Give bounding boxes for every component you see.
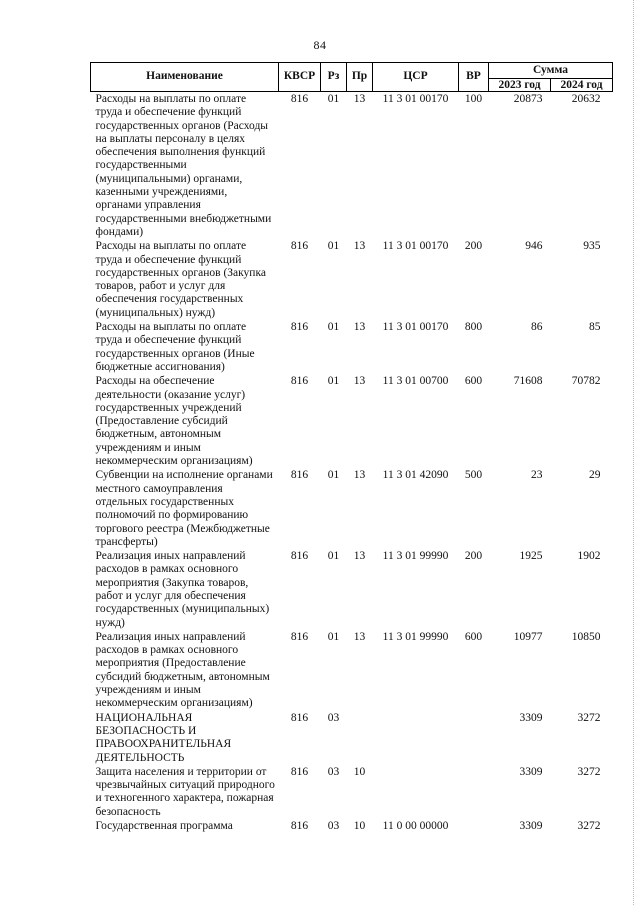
- row-pr: 13: [353, 240, 366, 253]
- row-vr: 600: [464, 630, 483, 643]
- row-csr: 11 3 01 00170: [382, 240, 449, 253]
- row-sum-2023: 71608: [513, 375, 543, 388]
- budget-table: [90, 62, 613, 833]
- row-name: Расходы на выплаты по оплате труда и обеспечение функций государственных органов (Расходы на выплаты персоналу в целях обеспечения выполнения функций государственными (муниципальными) органами, казенными учреждениями, органами управления государственными внебюджетными фондами): [95, 93, 272, 238]
- row-pr: 10: [353, 765, 366, 778]
- header-sum: Сумма: [489, 63, 613, 79]
- row-name: Субвенции на исполнение органами местного самоуправления отдельных государственных полномочий по формированию торгового реестра (Межбюджетные трансферты): [95, 469, 273, 548]
- row-name: Защита населения и территории от чрезвычайных ситуаций природного и техногенного характера, пожарная безопасность: [95, 765, 275, 818]
- row-name: Государственная программа: [95, 820, 233, 833]
- row-rz: 03: [327, 820, 340, 833]
- row-pr: 13: [353, 321, 366, 334]
- row-rz: 01: [327, 550, 340, 563]
- table-row: [91, 549, 613, 630]
- table-row: [91, 765, 613, 819]
- row-sum-2024: 3272: [577, 765, 601, 778]
- row-vr: [459, 819, 489, 833]
- table-row: [91, 711, 613, 765]
- row-csr: [373, 765, 459, 819]
- header-rz: Рз: [321, 63, 347, 92]
- row-sum-2023: 3309: [519, 765, 543, 778]
- row-kvsr: 816: [290, 765, 309, 778]
- row-csr: 11 3 01 99990: [382, 550, 449, 563]
- row-kvsr: 816: [290, 550, 309, 563]
- table-row: [91, 92, 613, 240]
- row-kvsr: 816: [290, 93, 309, 105]
- row-pr: 13: [353, 469, 366, 482]
- row-pr: 13: [353, 93, 366, 105]
- row-vr: 800: [464, 321, 483, 334]
- table-row: [91, 374, 613, 468]
- row-sum-2024: 29: [589, 469, 601, 482]
- row-rz: 01: [327, 321, 340, 334]
- row-vr: 500: [464, 469, 483, 482]
- row-rz: 01: [327, 375, 340, 388]
- row-pr: 13: [353, 375, 366, 388]
- row-name: Расходы на выплаты по оплате труда и обеспечение функций государственных органов (Иные бюджетные ассигнования): [95, 321, 255, 373]
- header-pr: Пр: [347, 63, 373, 92]
- row-sum-2024: 3272: [577, 820, 601, 833]
- table-row: [91, 819, 613, 833]
- table-row: [91, 239, 613, 320]
- row-rz: 01: [327, 630, 340, 643]
- row-rz: 01: [327, 469, 340, 482]
- row-kvsr: 816: [290, 375, 309, 388]
- row-vr: 200: [464, 550, 483, 563]
- row-csr: 11 3 01 42090: [382, 469, 449, 482]
- row-csr: 11 0 00 00000: [382, 820, 449, 833]
- row-pr: 10: [353, 820, 366, 833]
- row-sum-2024: 20632: [571, 93, 601, 105]
- row-vr: [459, 765, 489, 819]
- row-pr: 13: [353, 630, 366, 643]
- row-vr: [459, 711, 489, 765]
- row-kvsr: 816: [290, 630, 309, 643]
- row-sum-2024: 3272: [577, 711, 601, 724]
- row-sum-2023: 23: [531, 469, 543, 482]
- row-name: Расходы на выплаты по оплате труда и обеспечение функций государственных органов (Закупка товаров, работ и услуг для обеспечения государственных (муниципальных) нужд): [95, 240, 266, 319]
- table-row: [91, 630, 613, 711]
- table-row: [91, 468, 613, 549]
- table-header: [91, 63, 613, 92]
- row-name: Расходы на обеспечение деятельности (оказание услуг) государственных учреждений (Предоставление субсидий бюджетным, автономным учреждениям и иным некоммерческим организациям): [95, 375, 253, 468]
- row-sum-2024: 70782: [571, 375, 601, 388]
- row-pr: 13: [353, 550, 366, 563]
- row-sum-2023: 3309: [519, 820, 543, 833]
- row-rz: 03: [327, 711, 340, 724]
- row-sum-2023: 10977: [513, 630, 543, 643]
- row-vr: 200: [464, 240, 483, 253]
- header-kvsr: КВСР: [279, 63, 321, 92]
- row-csr: [373, 711, 459, 765]
- table-body: [91, 92, 613, 834]
- row-sum-2023: 86: [531, 321, 543, 334]
- row-csr: 11 3 01 99990: [382, 630, 449, 643]
- row-sum-2024: 1902: [577, 550, 601, 563]
- row-name: Реализация иных направлений расходов в рамках основного мероприятия (Закупка товаров, работ и услуг для обеспечения государственных (муниципальных) нужд): [95, 550, 270, 629]
- header-vr: ВР: [459, 63, 489, 92]
- header-name: Наименование: [91, 63, 279, 92]
- margin-line: [632, 0, 634, 905]
- row-csr: 11 3 01 00170: [382, 321, 449, 334]
- row-sum-2023: 20873: [513, 93, 543, 105]
- header-year-2023: 2023 год: [489, 79, 551, 92]
- row-pr: [347, 711, 373, 765]
- row-kvsr: 816: [290, 469, 309, 482]
- row-rz: 01: [327, 240, 340, 253]
- row-rz: 03: [327, 765, 340, 778]
- row-name: НАЦИОНАЛЬНАЯ БЕЗОПАСНОСТЬ И ПРАВООХРАНИТЕЛЬНАЯ ДЕЯТЕЛЬНОСТЬ: [95, 711, 232, 764]
- page-number: 84: [313, 38, 327, 52]
- header-year-2024: 2024 год: [551, 79, 613, 92]
- row-vr: 100: [464, 93, 483, 105]
- row-rz: 01: [327, 93, 340, 105]
- row-vr: 600: [464, 375, 483, 388]
- row-sum-2024: 10850: [571, 630, 601, 643]
- table-row: [91, 320, 613, 374]
- row-kvsr: 816: [290, 711, 309, 724]
- row-kvsr: 816: [290, 240, 309, 253]
- header-csr: ЦСР: [373, 63, 459, 92]
- row-csr: 11 3 01 00700: [382, 375, 449, 388]
- row-sum-2023: 946: [525, 240, 543, 253]
- row-sum-2023: 3309: [519, 711, 543, 724]
- row-name: Реализация иных направлений расходов в рамках основного мероприятия (Предоставление субсидий бюджетным, автономным учреждениям и иным некоммерческим организациям): [95, 630, 270, 710]
- row-sum-2024: 85: [589, 321, 601, 334]
- row-kvsr: 816: [290, 321, 309, 334]
- row-sum-2023: 1925: [519, 550, 543, 563]
- row-csr: 11 3 01 00170: [382, 93, 449, 105]
- row-sum-2024: 935: [583, 240, 601, 253]
- row-kvsr: 816: [290, 820, 309, 833]
